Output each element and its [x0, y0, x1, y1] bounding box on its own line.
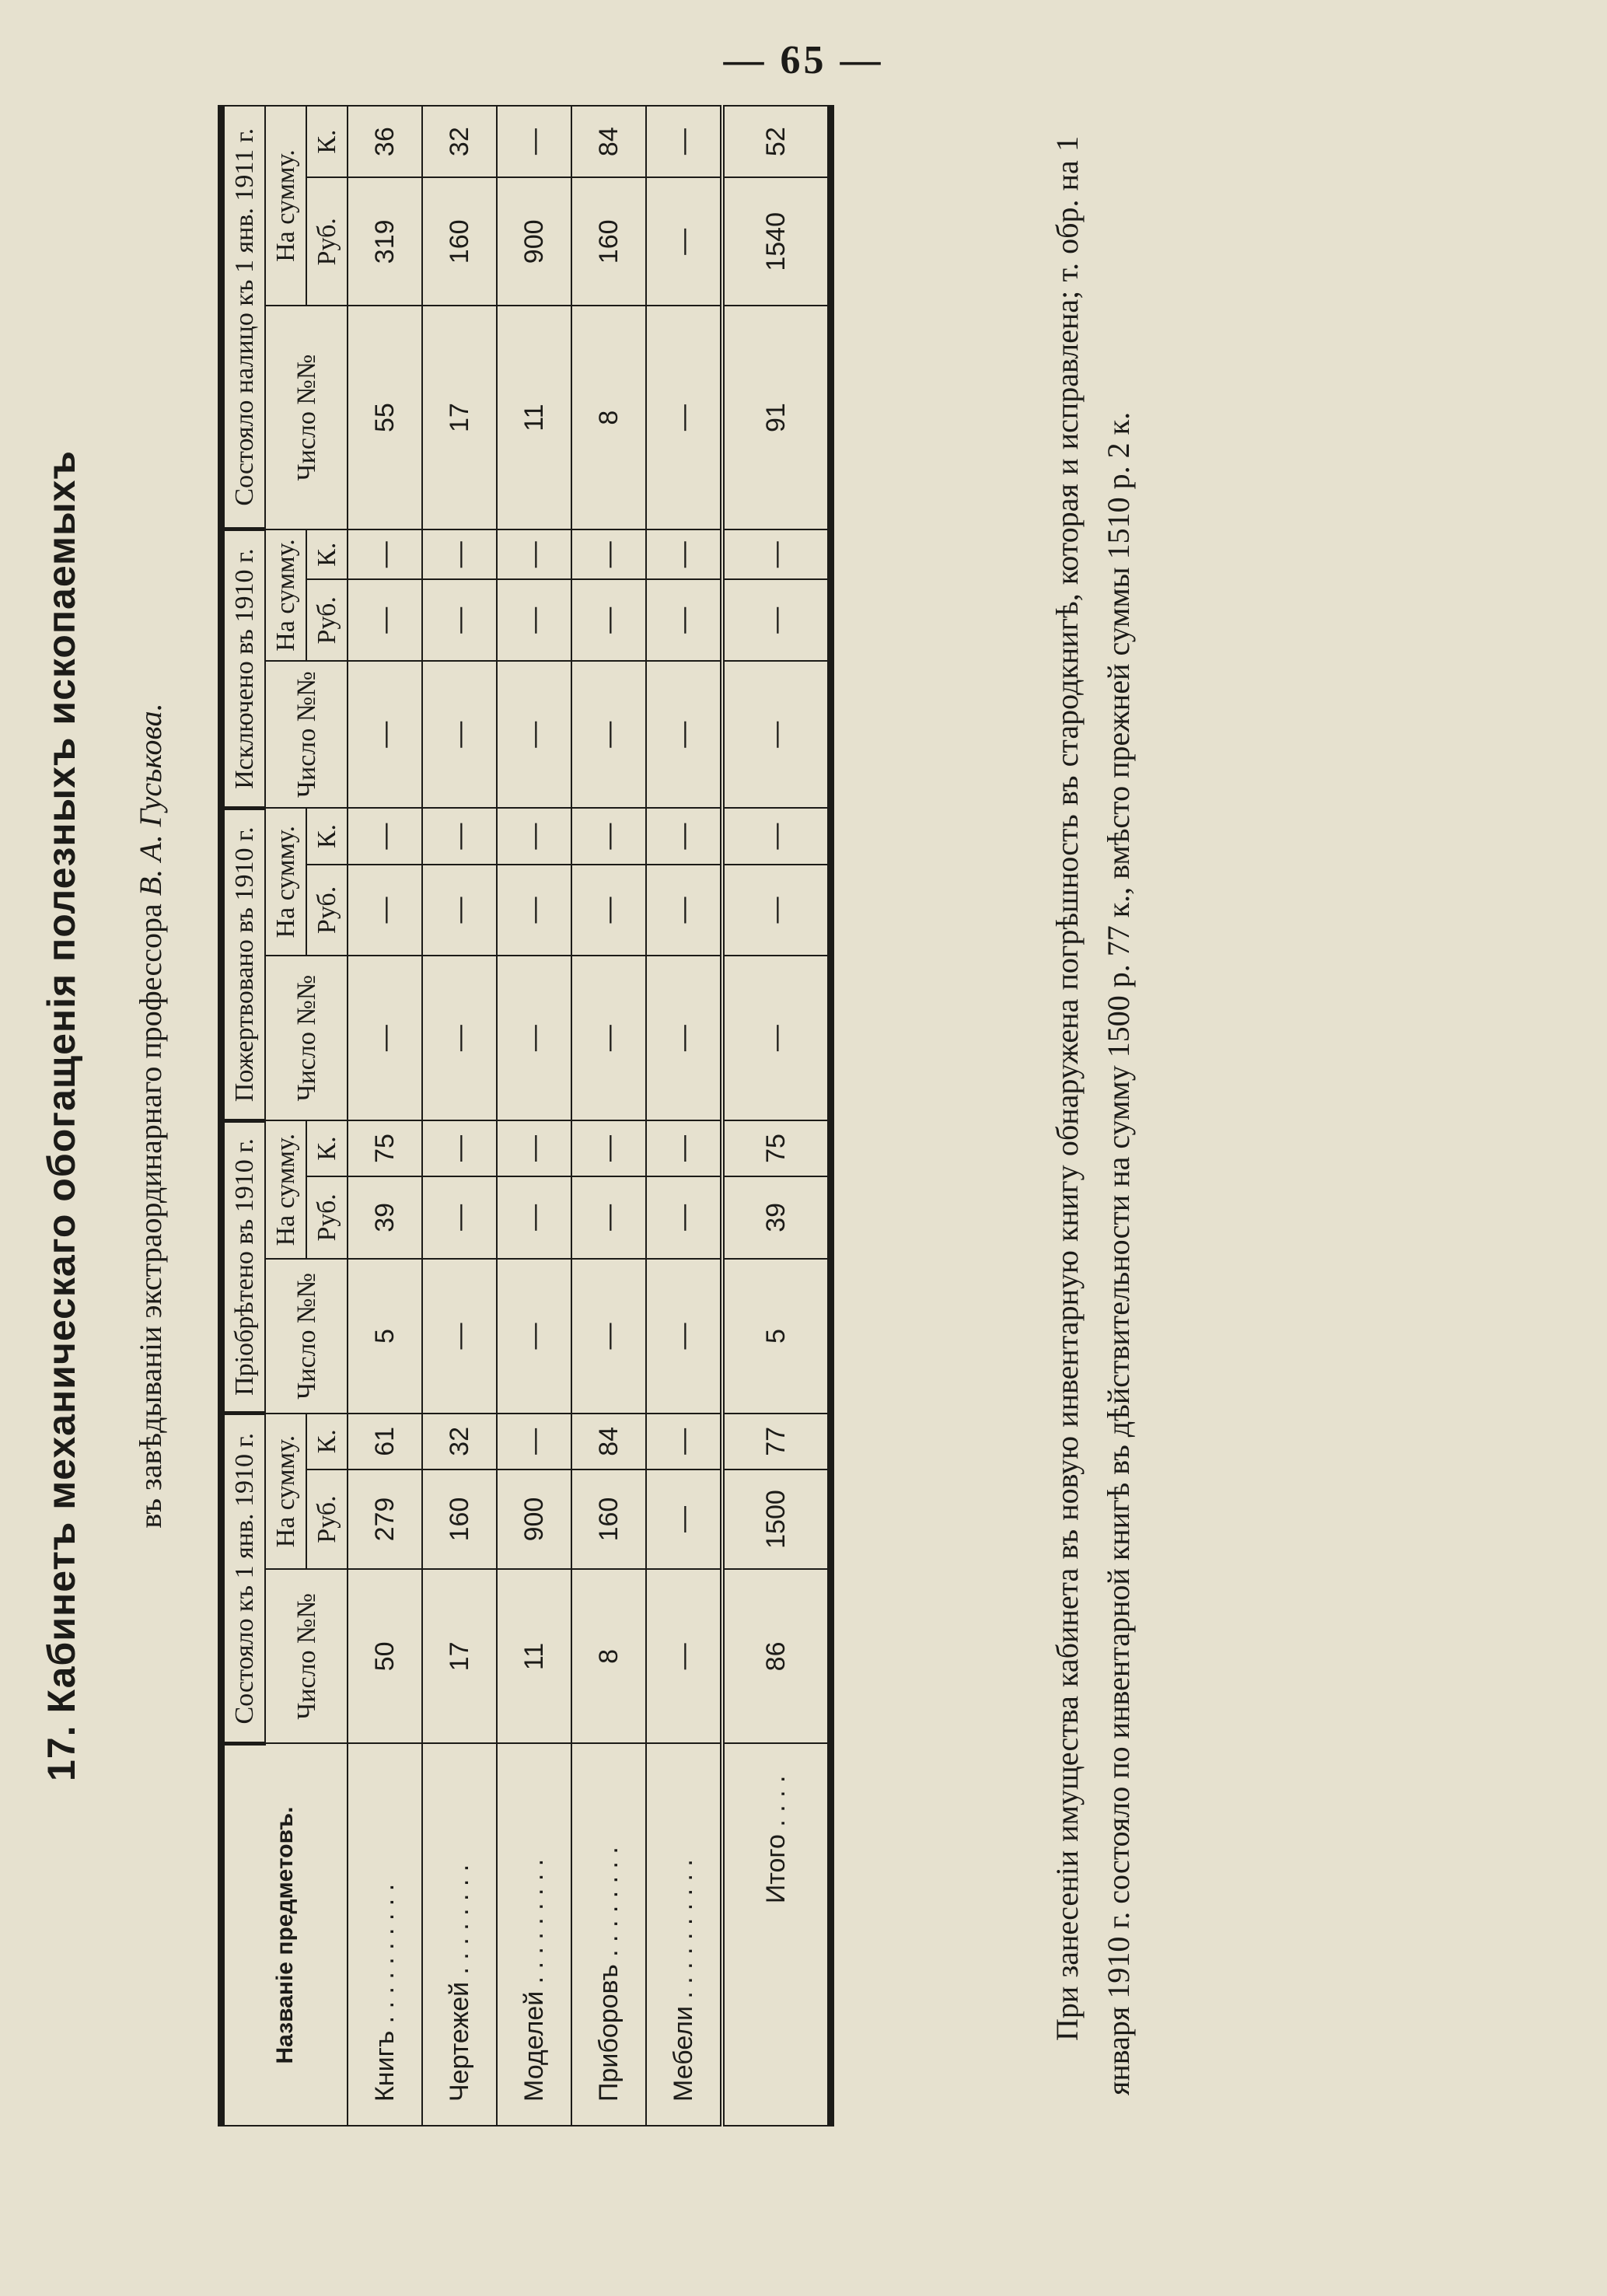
subtitle-prefix: въ завѣдываніи экстраординарнаго профессора — [133, 896, 168, 1529]
page-number: — 65 — — [723, 38, 884, 82]
column-header-rub: Руб. — [306, 865, 348, 956]
table-cell: — — [571, 579, 646, 661]
table-cell: 5 — [722, 1259, 831, 1414]
rotated-content — [31, 105, 1322, 2127]
table-cell: — — [646, 1470, 722, 1570]
inventory-table — [218, 105, 834, 2127]
table-cell: — — [348, 808, 422, 864]
table-cell: — — [497, 106, 571, 177]
table-cell: 75 — [722, 1120, 831, 1176]
table-cell: 86 — [722, 1569, 831, 1743]
table-cell: 8 — [571, 306, 646, 529]
table-cell: 84 — [571, 106, 646, 177]
table-row — [646, 106, 722, 2126]
table-cell: 11 — [497, 306, 571, 529]
table-cell: — — [422, 1120, 497, 1176]
professor-name: В. А. Гуськова. — [133, 703, 168, 896]
column-header-sum: На сумму. — [265, 1414, 306, 1569]
table-cell: 160 — [422, 1470, 497, 1570]
total-label: Итого . . . . — [722, 1744, 831, 2127]
table-cell: 91 — [722, 306, 831, 529]
table-cell: — — [646, 1569, 722, 1743]
table-cell: 11 — [497, 1569, 571, 1743]
table-cell: — — [571, 808, 646, 864]
table-cell: — — [646, 1259, 722, 1414]
column-header-rub: Руб. — [306, 579, 348, 661]
table-cell: — — [722, 529, 831, 580]
table-cell: — — [646, 808, 722, 864]
table-cell: — — [422, 1259, 497, 1414]
table-cell: 39 — [348, 1176, 422, 1259]
table-cell: — — [422, 529, 497, 580]
table-cell: — — [497, 956, 571, 1120]
table-cell: — — [497, 808, 571, 864]
table-cell: — — [646, 661, 722, 808]
table-cell: 61 — [348, 1414, 422, 1470]
table-cell: — — [497, 865, 571, 956]
group-header: Пріобрѣтено въ 1910 г. — [222, 1120, 266, 1414]
table-cell: 32 — [422, 1414, 497, 1470]
table-cell: — — [646, 1414, 722, 1470]
table-cell: 50 — [348, 1569, 422, 1743]
table-cell: 900 — [497, 1470, 571, 1570]
item-label: Мебели . . . . . . . . . . — [646, 1744, 722, 2127]
table-cell: 279 — [348, 1470, 422, 1570]
column-header-rub: Руб. — [306, 1176, 348, 1259]
table-cell: — — [646, 1176, 722, 1259]
column-header-number: Число №№ — [265, 661, 348, 808]
table-cell: 160 — [422, 177, 497, 306]
item-label: Моделей . . . . . . . . . — [497, 1744, 571, 2127]
table-cell: — — [497, 1414, 571, 1470]
column-header-sum: На сумму. — [265, 808, 306, 956]
table-cell: 160 — [571, 1470, 646, 1570]
table-cell: 8 — [571, 1569, 646, 1743]
table-cell: — — [497, 579, 571, 661]
table-cell: — — [422, 865, 497, 956]
column-header-kop: К. — [306, 1120, 348, 1176]
table-cell: 55 — [348, 306, 422, 529]
column-header-name: Названіе предметовъ. — [222, 1744, 348, 2127]
table-cell: — — [422, 579, 497, 661]
group-header: Состояло налицо къ 1 янв. 1911 г. — [222, 106, 266, 529]
column-header-number: Число №№ — [265, 1259, 348, 1414]
column-header-sum: На сумму. — [265, 529, 306, 661]
item-label: Приборовъ . . . . . . . . — [571, 1744, 646, 2127]
table-row — [422, 106, 497, 2126]
table-cell: — — [497, 1259, 571, 1414]
table-cell: — — [497, 661, 571, 808]
table-cell: — — [646, 956, 722, 1120]
table-cell: 160 — [571, 177, 646, 306]
column-header-kop: К. — [306, 529, 348, 580]
table-cell: 84 — [571, 1414, 646, 1470]
table-cell: 5 — [348, 1259, 422, 1414]
column-header-kop: К. — [306, 106, 348, 177]
table-cell: — — [497, 1120, 571, 1176]
table-cell: 319 — [348, 177, 422, 306]
table-cell: — — [348, 579, 422, 661]
table-cell: — — [722, 579, 831, 661]
column-header-sum: На сумму. — [265, 106, 306, 306]
table-cell: — — [571, 661, 646, 808]
table-cell: — — [646, 579, 722, 661]
group-header: Пожертвовано въ 1910 г. — [222, 808, 266, 1120]
table-cell: — — [348, 661, 422, 808]
table-cell: — — [646, 865, 722, 956]
column-header-number: Число №№ — [265, 306, 348, 529]
column-header-number: Число №№ — [265, 1569, 348, 1743]
table-cell: — — [348, 865, 422, 956]
column-header-sum: На сумму. — [265, 1120, 306, 1259]
group-header: Исключено въ 1910 г. — [222, 529, 266, 808]
table-cell: — — [422, 956, 497, 1120]
column-header-kop: К. — [306, 1414, 348, 1470]
column-header-rub: Руб. — [306, 177, 348, 306]
table-cell: — — [497, 529, 571, 580]
table-cell: 17 — [422, 1569, 497, 1743]
table-cell: 17 — [422, 306, 497, 529]
table-row — [497, 106, 571, 2126]
table-cell: — — [571, 865, 646, 956]
table-cell: — — [646, 106, 722, 177]
table-cell: — — [646, 1120, 722, 1176]
table-total-row — [722, 106, 831, 2126]
table-cell: 1500 — [722, 1470, 831, 1570]
table-cell: — — [571, 1120, 646, 1176]
subtitle — [132, 105, 169, 2127]
item-label: Чертежей . . . . . . . . — [422, 1744, 497, 2127]
table-cell: 52 — [722, 106, 831, 177]
table-header-row-groups — [222, 106, 266, 2126]
table-cell: — — [722, 865, 831, 956]
table-cell: — — [571, 956, 646, 1120]
table-cell: 900 — [497, 177, 571, 306]
group-header: Состояло къ 1 янв. 1910 г. — [222, 1414, 266, 1744]
table-cell: 77 — [722, 1414, 831, 1470]
table-cell: — — [646, 529, 722, 580]
table-cell: — — [422, 808, 497, 864]
column-header-number: Число №№ — [265, 956, 348, 1120]
table-cell: — — [422, 1176, 497, 1259]
table-cell: — — [571, 1176, 646, 1259]
column-header-rub: Руб. — [306, 1470, 348, 1570]
table-cell: — — [422, 661, 497, 808]
table-cell: — — [497, 1176, 571, 1259]
table-cell: 36 — [348, 106, 422, 177]
column-header-kop: К. — [306, 808, 348, 864]
table-cell: — — [348, 956, 422, 1120]
footnote: При занесеніи имущества кабинета въ новую инвентарную книгу обнаружена погрѣшность въ стародкнигѣ, которая и исправлена; т. обр. на 1 января 1910 г. состояло по инвентарной книгѣ въ дѣйствительности на сумму 1500 р. 77 к., вмѣсто прежней суммы 1510 р. 2 к. — [1050, 136, 1136, 2095]
table-cell: — — [722, 661, 831, 808]
table-cell: 39 — [722, 1176, 831, 1259]
table-cell: — — [348, 529, 422, 580]
page-title: 17. Кабинетъ механическаго обогащенія полезныхъ ископаемыхъ — [40, 450, 83, 1781]
table-cell: 32 — [422, 106, 497, 177]
item-label: Книгъ . . . . . . . . . . — [348, 1744, 422, 2127]
table-row — [348, 106, 422, 2126]
table-body — [348, 106, 831, 2126]
table-cell: 75 — [348, 1120, 422, 1176]
table-cell: — — [646, 306, 722, 529]
table-cell: — — [722, 808, 831, 864]
table-row — [571, 106, 646, 2126]
table-cell: — — [646, 177, 722, 306]
table-cell: — — [571, 529, 646, 580]
table-cell: — — [571, 1259, 646, 1414]
table-cell: 1540 — [722, 177, 831, 306]
table-cell: — — [722, 956, 831, 1120]
